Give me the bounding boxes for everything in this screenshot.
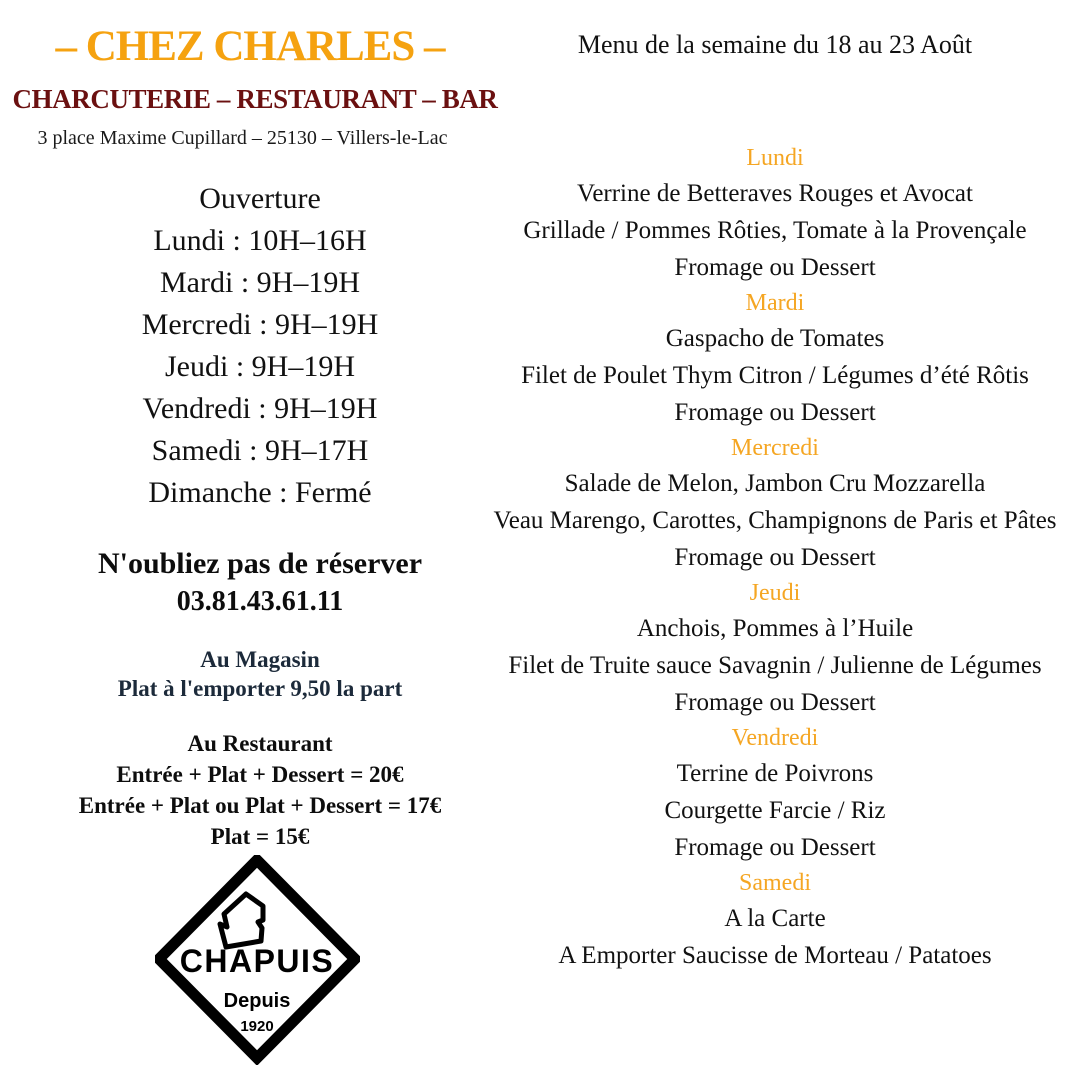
menu-day-item: A la Carte	[724, 905, 826, 932]
restaurant-prices-section	[0, 728, 520, 852]
chalet-roof-icon	[220, 894, 263, 947]
logo-since-text: Depuis	[223, 990, 291, 1012]
menu-day-item: Fromage ou Dessert	[674, 399, 876, 426]
menu-day-item: Gaspacho de Tomates	[665, 325, 885, 352]
menu-day-item: Fromage ou Dessert	[674, 254, 876, 281]
shop-title: Au Magasin	[200, 647, 320, 672]
shop-takeaway-price: Plat à l'emporter 9,50 la part	[117, 676, 403, 701]
hours-row-lundi: Lundi : 10H–16H	[153, 224, 367, 257]
restaurant-prices-title: Au Restaurant	[187, 731, 333, 756]
hours-row-jeudi: Jeudi : 9H–19H	[165, 350, 355, 383]
restaurant-subtitle: CHARCUTERIE – RESTAURANT – BAR	[12, 84, 498, 114]
menu-day-item: Fromage ou Dessert	[674, 544, 876, 571]
menu-day-group	[470, 431, 1080, 576]
shop-section	[0, 645, 520, 703]
opening-hours-section	[0, 178, 520, 514]
menu-day-item: Filet de Poulet Thym Citron / Légumes d’été Rôtis	[521, 362, 1029, 389]
weekly-menu-column	[470, 0, 1080, 1080]
menu-day-group	[470, 286, 1080, 431]
chapuis-logo	[155, 855, 360, 1065]
menu-day-item: Terrine de Poivrons	[676, 760, 874, 787]
info-column	[0, 0, 510, 1080]
menu-day-item: Filet de Truite sauce Savagnin / Julienne de Légumes	[508, 652, 1042, 679]
menu-day-item: Anchois, Pommes à l’Huile	[636, 615, 914, 642]
menu-day-name: Samedi	[739, 870, 811, 896]
menu-day-item: Salade de Melon, Jambon Cru Mozzarella	[564, 470, 986, 497]
price-main-only: Plat = 15€	[210, 824, 310, 849]
weekly-menu-header: Menu de la semaine du 18 au 23 Août	[577, 30, 973, 59]
reservation-phone[interactable]: 03.81.43.61.11	[176, 586, 344, 617]
menu-day-item: Fromage ou Dessert	[674, 689, 876, 716]
menu-day-group	[470, 141, 1080, 286]
menu-day-group	[470, 866, 1080, 974]
restaurant-name: – CHEZ CHARLES –	[55, 23, 445, 70]
menu-day-item: A Emporter Saucisse de Morteau / Patatoes	[558, 942, 992, 969]
menu-day-name: Vendredi	[731, 725, 819, 751]
hours-row-samedi: Samedi : 9H–17H	[151, 434, 369, 467]
price-two-course: Entrée + Plat ou Plat + Dessert = 17€	[78, 793, 442, 818]
chapuis-logo-svg	[155, 855, 360, 1065]
hours-row-mardi: Mardi : 9H–19H	[160, 266, 360, 299]
menu-day-item: Grillade / Pommes Rôties, Tomate à la Provençale	[523, 217, 1027, 244]
menu-day-item: Courgette Farcie / Riz	[664, 797, 886, 824]
hours-row-dimanche: Dimanche : Fermé	[148, 476, 372, 509]
menu-day-name: Mercredi	[731, 435, 819, 461]
menu-day-name: Lundi	[746, 145, 804, 171]
price-full-menu: Entrée + Plat + Dessert = 20€	[116, 762, 404, 787]
logo-year-text: 1920	[240, 1018, 274, 1035]
restaurant-address: 3 place Maxime Cupillard – 25130 – Villers-le-Lac	[37, 127, 448, 149]
logo-name-text: CHAPUIS	[179, 943, 335, 979]
menu-day-group	[470, 721, 1080, 866]
opening-hours-title: Ouverture	[199, 182, 321, 215]
menu-day-item: Fromage ou Dessert	[674, 834, 876, 861]
reservation-section	[0, 545, 520, 621]
weekly-menu-days	[470, 141, 1080, 974]
hours-row-mercredi: Mercredi : 9H–19H	[141, 308, 379, 341]
menu-day-name: Jeudi	[749, 580, 801, 606]
menu-day-group	[470, 576, 1080, 721]
menu-day-item: Verrine de Betteraves Rouges et Avocat	[577, 180, 973, 207]
reservation-title: N'oubliez pas de réserver	[97, 547, 423, 580]
hours-row-vendredi: Vendredi : 9H–19H	[142, 392, 378, 425]
menu-day-item: Veau Marengo, Carottes, Champignons de Paris et Pâtes	[493, 507, 1057, 534]
menu-day-name: Mardi	[745, 290, 805, 316]
